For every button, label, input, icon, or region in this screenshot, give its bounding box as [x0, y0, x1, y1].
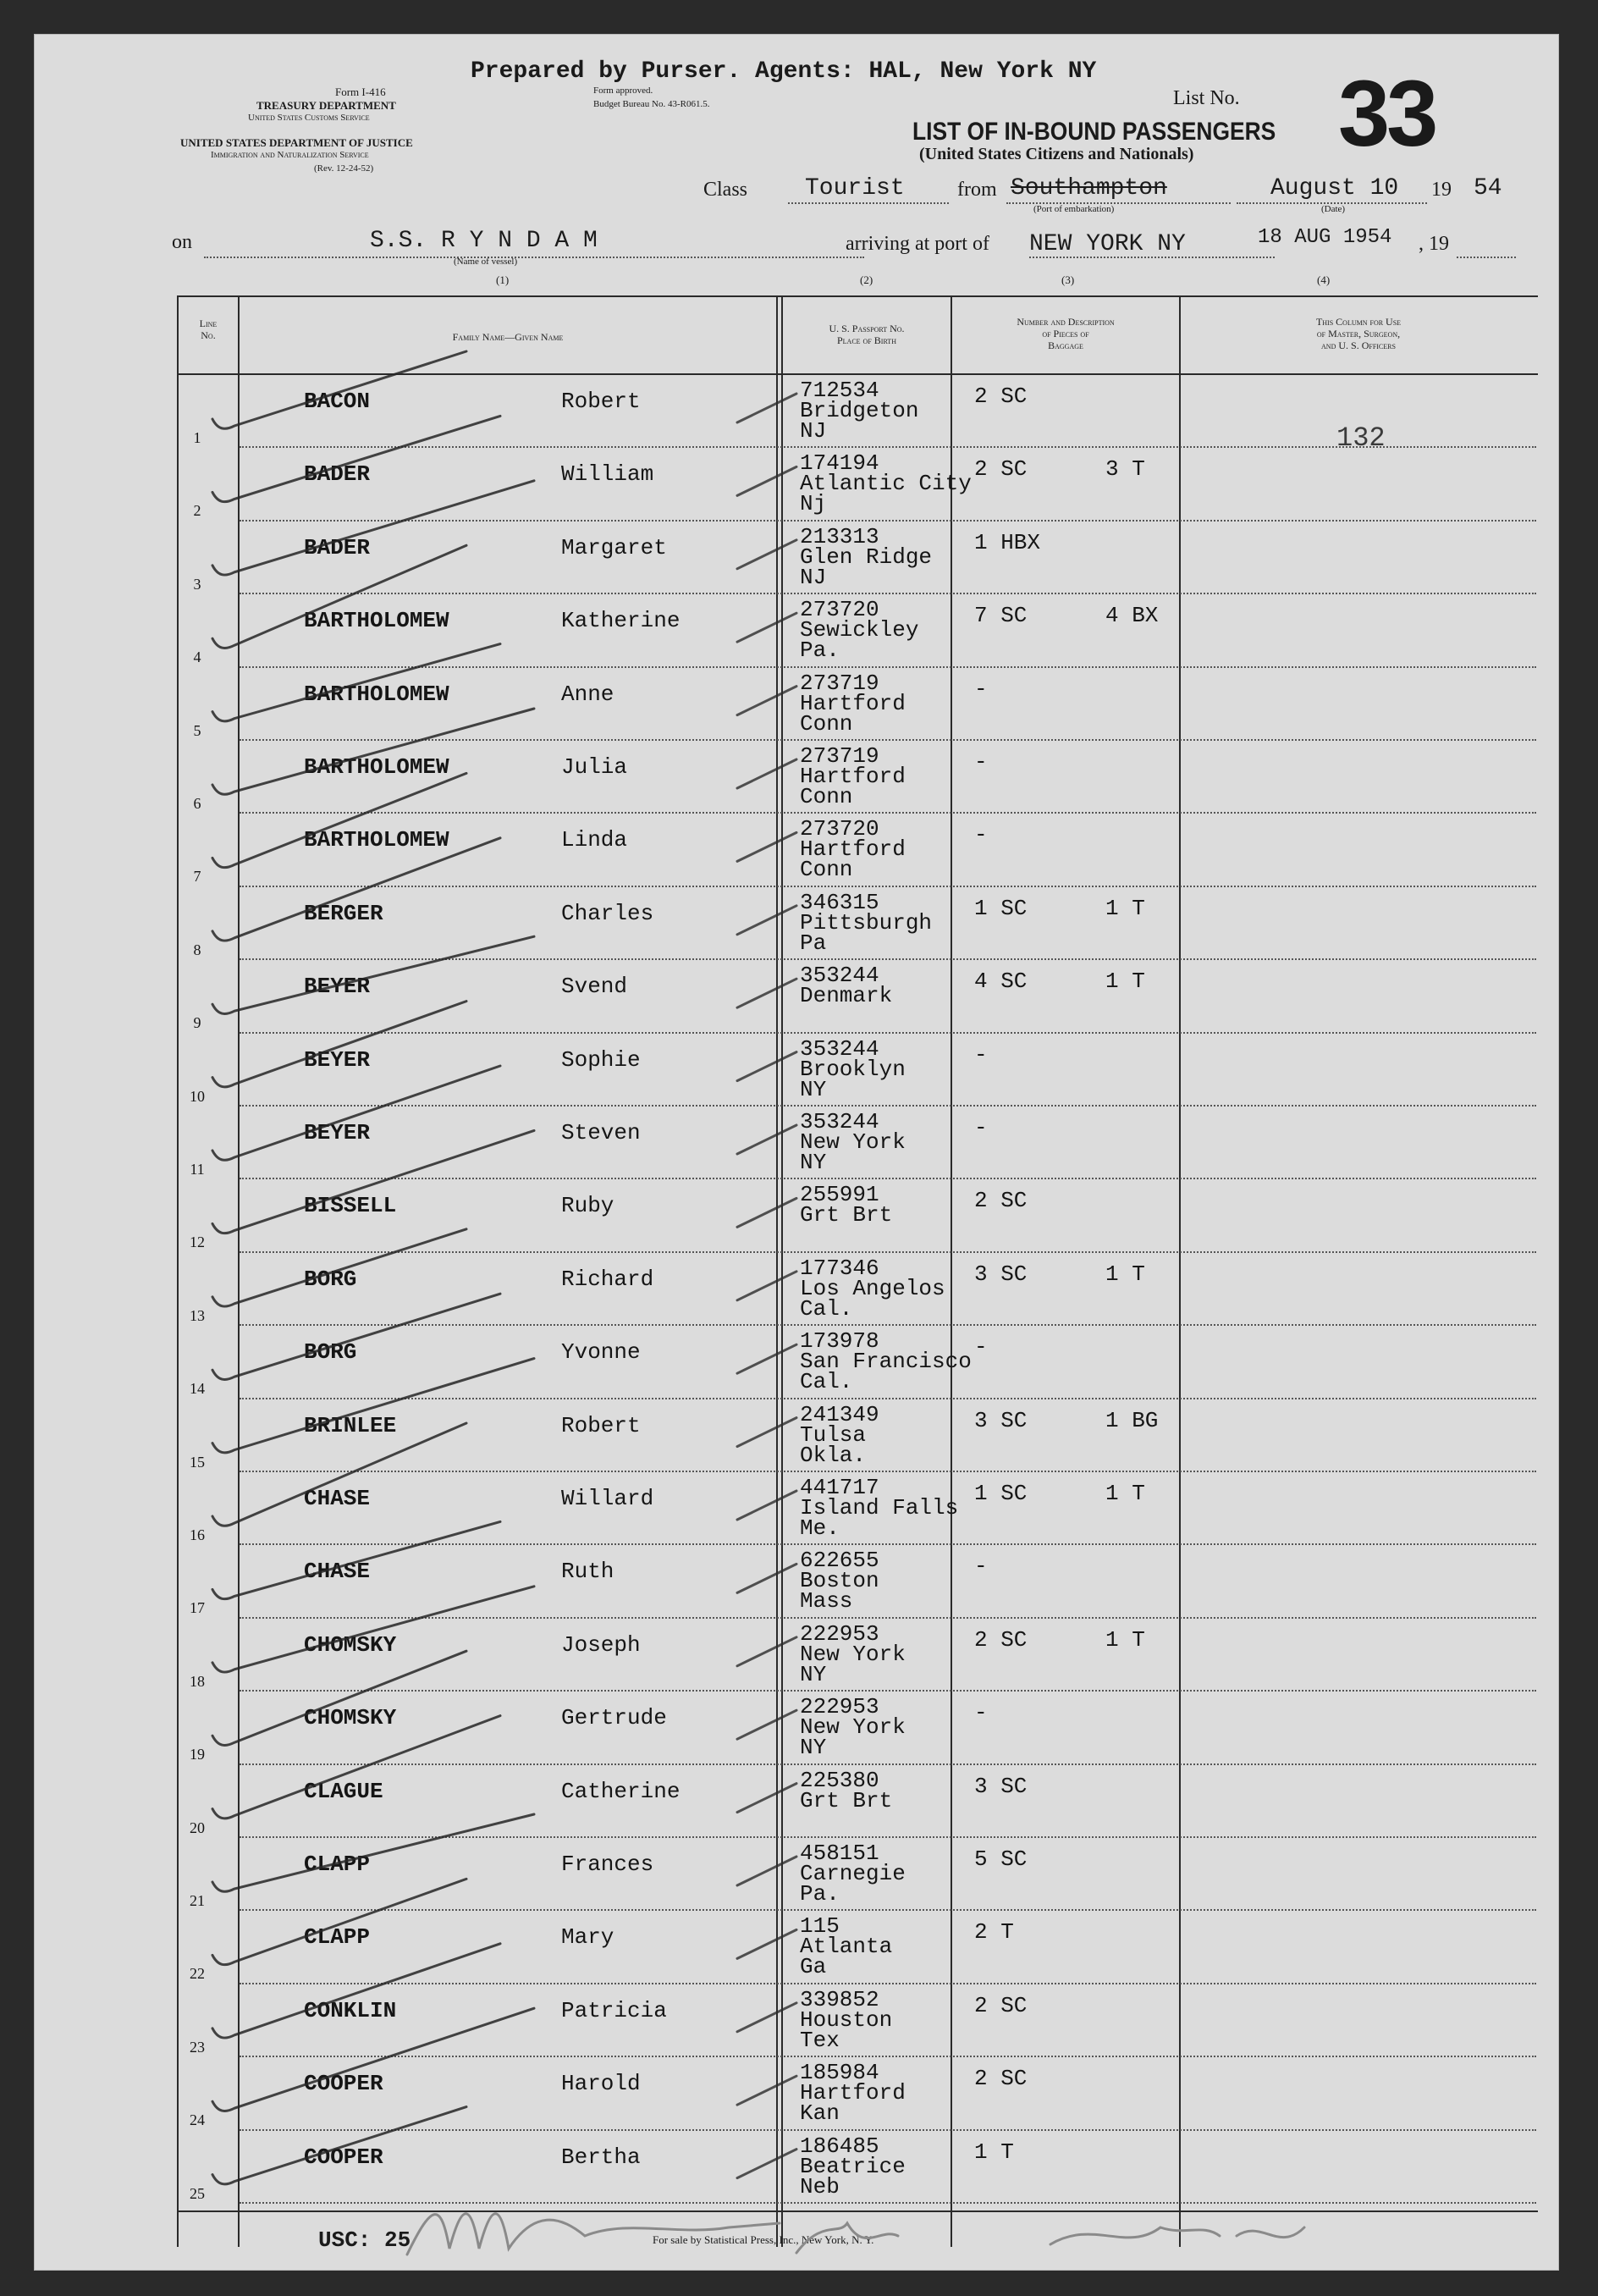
birthplace-line-2: Okla.	[800, 1442, 867, 1468]
vessel-name: S.S. R Y N D A M	[370, 228, 598, 254]
baggage-pieces: -	[974, 1700, 988, 1726]
birthplace-line-1: New York	[800, 1641, 906, 1667]
birthplace-line-1: Houston	[800, 2006, 893, 2033]
given-name: Ruth	[561, 1559, 614, 1585]
class-value: Tourist	[805, 175, 905, 201]
baggage-pieces: 2 SC	[974, 1992, 1028, 2018]
from-caption: (Port of embarkation)	[1033, 204, 1115, 214]
passport-number: 241349	[800, 1401, 879, 1427]
given-name: Mary	[561, 1924, 614, 1951]
form-approved: Form approved.	[593, 86, 653, 96]
arrival-port: NEW YORK NY	[1029, 231, 1186, 257]
baggage-pieces: -	[974, 676, 988, 702]
family-name: BADER	[304, 534, 371, 560]
baggage-pieces: 7 SC	[974, 603, 1028, 629]
ins-label: Immigration and Naturalization Service	[211, 150, 369, 160]
birthplace-line-1: Atlantic City	[800, 471, 972, 497]
col-head-passport-1: U. S. Passport No.	[829, 323, 905, 334]
given-name: Katherine	[561, 608, 681, 634]
birthplace-line-2: NY	[800, 1150, 827, 1175]
line-number: 12	[190, 1234, 205, 1251]
passport-number: 353244	[800, 1109, 879, 1134]
col-head-officers-1: This Column for Use	[1315, 316, 1402, 328]
birthplace-line-1: Atlanta	[800, 1934, 893, 1960]
baggage-pieces: 5 SC	[974, 1846, 1028, 1872]
birthplace-line-2: NY	[800, 1661, 827, 1687]
line-number: 15	[190, 1453, 205, 1471]
given-name: Margaret	[561, 534, 667, 560]
line-number: 16	[190, 1526, 205, 1543]
family-name: BERGER	[304, 900, 383, 926]
year-suffix: 54	[1474, 175, 1502, 201]
given-name: Yvonne	[561, 1339, 641, 1366]
birthplace-line-1: Bridgeton	[800, 398, 919, 423]
birthplace-line-1: Grt Brt	[800, 1202, 893, 1228]
birthplace-line-2: Cal.	[800, 1369, 853, 1395]
family-name: CLAPP	[304, 1924, 371, 1951]
baggage-extra: 1 T	[1105, 1626, 1145, 1653]
handwritten-signature	[35, 35, 1558, 2270]
passport-number: 353244	[800, 1035, 879, 1062]
line-number: 6	[193, 795, 201, 812]
rev-label: (Rev. 12-24-52)	[314, 163, 374, 174]
customs-label: United States Customs Service	[248, 113, 370, 123]
passport-number: 441717	[800, 1475, 879, 1500]
birthplace-line-2: NY	[800, 1076, 827, 1102]
given-name: Sophie	[561, 1046, 641, 1073]
birthplace-line-2: Pa.	[800, 637, 840, 664]
birthplace-line-1: Grt Brt	[800, 1787, 893, 1813]
birthplace-line-2: Ga	[800, 1954, 827, 1980]
line-number: 11	[190, 1161, 205, 1178]
from-value: Southampton	[1011, 175, 1167, 201]
birthplace-line-1: Beatrice	[800, 2153, 906, 2179]
given-name: Robert	[561, 389, 641, 414]
family-name: BRINLEE	[304, 1412, 397, 1438]
birthplace-line-1: Hartford	[800, 2080, 906, 2106]
birthplace-line-1: Sewickley	[800, 617, 919, 643]
given-name: Svend	[561, 974, 628, 1000]
baggage-extra: 1 T	[1105, 1481, 1145, 1506]
family-name: BEYER	[304, 1120, 371, 1145]
date-caption: (Date)	[1321, 204, 1346, 214]
birthplace-line-1: Denmark	[800, 983, 893, 1009]
birthplace-line-2: Pa	[800, 930, 827, 956]
line-number: 25	[190, 2184, 205, 2202]
line-number: 24	[190, 2111, 205, 2129]
justice-label: UNITED STATES DEPARTMENT OF JUSTICE	[180, 136, 413, 149]
birthplace-line-2: Conn	[800, 710, 853, 737]
passport-number: 353244	[800, 963, 879, 989]
col-head-name-text: Family Name—Given Name	[452, 331, 564, 343]
baggage-pieces: 2 SC	[974, 384, 1028, 409]
birthplace-line-1: Los Angelos	[800, 1275, 945, 1301]
baggage-pieces: 3 SC	[974, 1773, 1028, 1799]
passport-number: 458151	[800, 1841, 879, 1866]
form-subtitle: (United States Citizens and Nationals)	[919, 145, 1194, 163]
family-name: BISSELL	[304, 1193, 397, 1219]
passport-number: 173978	[800, 1328, 879, 1355]
given-name: Catherine	[561, 1778, 681, 1804]
line-number: 18	[190, 1672, 205, 1690]
birthplace-line-2: Pa.	[800, 1881, 840, 1907]
prepared-by: Prepared by Purser. Agents: HAL, New York NY	[471, 58, 1097, 85]
given-name: Gertrude	[561, 1705, 667, 1731]
col-head-officers-3: and U. S. Officers	[1321, 339, 1396, 351]
family-name: CHOMSKY	[304, 1631, 397, 1658]
birthplace-line-2: Kan	[800, 2100, 840, 2127]
budget-bureau: Budget Bureau No. 43-R061.5.	[593, 99, 710, 109]
birthplace-line-1: Glen Ridge	[800, 544, 933, 570]
passport-number: 213313	[800, 523, 879, 549]
year-prefix: 19	[1431, 179, 1452, 201]
line-number: 7	[193, 868, 201, 886]
list-number: 33	[1338, 62, 1435, 166]
birthplace-line-2: NJ	[800, 564, 827, 590]
passport-number: 222953	[800, 1620, 879, 1647]
baggage-pieces: 1 SC	[974, 895, 1028, 921]
given-name: Frances	[561, 1852, 654, 1877]
baggage-pieces: 2 SC	[974, 1626, 1028, 1653]
passport-number: 339852	[800, 1986, 879, 2012]
line-number: 10	[190, 1087, 205, 1105]
passport-number: 622655	[800, 1548, 879, 1574]
birthplace-line-2: NY	[800, 1735, 827, 1761]
baggage-pieces: 3 SC	[974, 1407, 1028, 1433]
col-head-passport-2: Place of Birth	[837, 334, 896, 346]
birthplace-line-2: Nj	[800, 491, 827, 517]
line-number: 8	[193, 941, 201, 958]
birthplace-line-1: San Francisco	[800, 1349, 972, 1375]
passport-number: 185984	[800, 2060, 879, 2086]
baggage-extra: 4 BX	[1105, 603, 1159, 629]
line-number: 9	[193, 1014, 201, 1032]
baggage-pieces: -	[974, 822, 988, 848]
usc-count: USC: 25	[318, 2227, 411, 2253]
baggage-pieces: 2 SC	[974, 456, 1028, 483]
given-name: William	[561, 461, 654, 488]
baggage-pieces: -	[974, 1115, 988, 1140]
baggage-pieces: 3 SC	[974, 1261, 1028, 1287]
family-name: BACON	[304, 389, 371, 414]
class-label: Class	[703, 179, 748, 201]
line-number: 17	[190, 1599, 205, 1617]
date-value: August 10	[1270, 175, 1399, 201]
given-name: Anne	[561, 681, 614, 707]
passport-number: 222953	[800, 1694, 879, 1720]
passport-number: 186485	[800, 2133, 879, 2159]
baggage-extra: 1 BG	[1105, 1407, 1159, 1433]
birthplace-line-1: Hartford	[800, 836, 906, 863]
birthplace-line-1: Boston	[800, 1568, 879, 1594]
line-number: 23	[190, 2038, 205, 2056]
family-name: CHASE	[304, 1559, 371, 1585]
birthplace-line-2: Me.	[800, 1515, 840, 1541]
given-name: Linda	[561, 827, 628, 853]
birthplace-line-2: NJ	[800, 418, 827, 444]
birthplace-line-1: Hartford	[800, 764, 906, 789]
baggage-pieces: 4 SC	[974, 969, 1028, 995]
line-number: 3	[193, 575, 201, 593]
line-number: 22	[190, 1965, 205, 1983]
given-name: Willard	[561, 1486, 654, 1511]
birthplace-line-1: New York	[800, 1129, 906, 1155]
family-name: CONKLIN	[304, 1997, 397, 2023]
family-name: BEYER	[304, 1046, 371, 1073]
list-no-label: List No.	[1173, 87, 1240, 109]
arriving-label: arriving at port of	[846, 233, 989, 255]
col-head-baggage-2: of Pieces of	[1042, 328, 1089, 339]
baggage-extra: 1 T	[1105, 1261, 1145, 1287]
given-name: Ruby	[561, 1193, 614, 1219]
birthplace-line-1: Carnegie	[800, 1861, 906, 1886]
birthplace-line-1: Hartford	[800, 690, 906, 716]
birthplace-line-2: Tex	[800, 2027, 840, 2053]
birthplace-line-1: Pittsburgh	[800, 909, 933, 936]
line-number: 5	[193, 721, 201, 739]
given-name: Richard	[561, 1266, 654, 1292]
family-name: BADER	[304, 461, 371, 488]
line-number: 21	[190, 1892, 205, 1909]
family-name: BORG	[304, 1339, 357, 1366]
given-name: Julia	[561, 754, 628, 780]
printer-credit: For sale by Statistical Press, Inc., New York, N. Y.	[653, 2233, 874, 2246]
col-num-3: (3)	[1061, 273, 1075, 286]
passport-number: 712534	[800, 378, 879, 403]
col-head-line-no-text: Line No.	[199, 317, 218, 341]
line-number: 1	[193, 429, 201, 446]
given-name: Bertha	[561, 2144, 641, 2170]
col-num-4: (4)	[1317, 273, 1331, 286]
baggage-extra: 3 T	[1105, 456, 1145, 483]
given-name: Charles	[561, 900, 654, 926]
vessel-caption: (Name of vessel)	[454, 257, 518, 267]
family-name: CLAPP	[304, 1852, 371, 1877]
passport-number: 115	[800, 1913, 840, 1940]
passport-number: 174194	[800, 450, 879, 477]
baggage-pieces: -	[974, 749, 988, 775]
family-name: BARTHOLOMEW	[304, 827, 449, 853]
col-head-baggage-1: Number and Description	[1017, 316, 1115, 328]
baggage-pieces: -	[974, 1334, 988, 1360]
year2-prefix: , 19	[1419, 233, 1449, 255]
given-name: Robert	[561, 1412, 641, 1438]
birthplace-line-1: New York	[800, 1714, 906, 1741]
treasury-label: TREASURY DEPARTMENT	[256, 99, 396, 112]
col-num-2: (2)	[860, 273, 873, 286]
given-name: Steven	[561, 1120, 641, 1145]
birthplace-line-1: Brooklyn	[800, 1056, 906, 1082]
passport-number: 346315	[800, 889, 879, 915]
given-name: Patricia	[561, 1997, 667, 2023]
baggage-pieces: 2 T	[974, 1919, 1014, 1946]
baggage-pieces: 1 T	[974, 2139, 1014, 2165]
line-number: 20	[190, 1819, 205, 1836]
stamp-date: 18 AUG 1954	[1258, 226, 1392, 249]
family-name: BARTHOLOMEW	[304, 681, 449, 707]
family-name: BEYER	[304, 974, 371, 1000]
baggage-pieces: 2 SC	[974, 1188, 1028, 1214]
form-number: Form I-416	[335, 86, 386, 98]
family-name: BARTHOLOMEW	[304, 608, 449, 634]
given-name: Harold	[561, 2071, 641, 2097]
on-label: on	[172, 231, 192, 253]
passport-number: 177346	[800, 1255, 879, 1281]
birthplace-line-1: Island Falls	[800, 1495, 959, 1521]
family-name: BORG	[304, 1266, 357, 1292]
passport-number: 273720	[800, 597, 879, 623]
baggage-pieces: 2 SC	[974, 2066, 1028, 2092]
passport-number: 225380	[800, 1767, 879, 1793]
col-num-1: (1)	[496, 273, 510, 286]
family-name: CLAGUE	[304, 1778, 383, 1804]
line-number: 4	[193, 649, 201, 666]
form-title: LIST OF IN-BOUND PASSENGERS	[912, 118, 1276, 146]
officer-note: 132	[1336, 422, 1386, 454]
baggage-extra: 1 T	[1105, 895, 1145, 921]
birthplace-line-2: Neb	[800, 2173, 840, 2199]
baggage-pieces: -	[974, 1554, 988, 1580]
birthplace-line-2: Conn	[800, 857, 853, 883]
passport-number: 273720	[800, 816, 879, 842]
birthplace-line-2: Cal.	[800, 1295, 853, 1322]
line-number: 13	[190, 1306, 205, 1324]
baggage-pieces: 1 SC	[974, 1481, 1028, 1506]
given-name: Joseph	[561, 1631, 641, 1658]
family-name: CHOMSKY	[304, 1705, 397, 1731]
birthplace-line-1: Tulsa	[800, 1421, 867, 1448]
passport-number: 255991	[800, 1182, 879, 1208]
baggage-pieces: -	[974, 1041, 988, 1068]
family-name: BARTHOLOMEW	[304, 754, 449, 780]
from-label: from	[957, 179, 997, 201]
form-page	[34, 34, 1559, 2271]
passport-number: 273719	[800, 670, 879, 696]
line-number: 2	[193, 502, 201, 520]
family-name: COOPER	[304, 2144, 383, 2170]
baggage-pieces: 1 HBX	[974, 529, 1041, 555]
passport-number: 273719	[800, 743, 879, 769]
birthplace-line-2: Conn	[800, 784, 853, 809]
col-head-officers-2: of Master, Surgeon,	[1316, 328, 1401, 339]
col-head-baggage-3: Baggage	[1048, 339, 1083, 351]
family-name: COOPER	[304, 2071, 383, 2097]
family-name: CHASE	[304, 1486, 371, 1511]
line-number: 14	[190, 1380, 205, 1398]
line-number: 19	[190, 1746, 205, 1763]
baggage-extra: 1 T	[1105, 969, 1145, 995]
birthplace-line-2: Mass	[800, 1588, 853, 1614]
